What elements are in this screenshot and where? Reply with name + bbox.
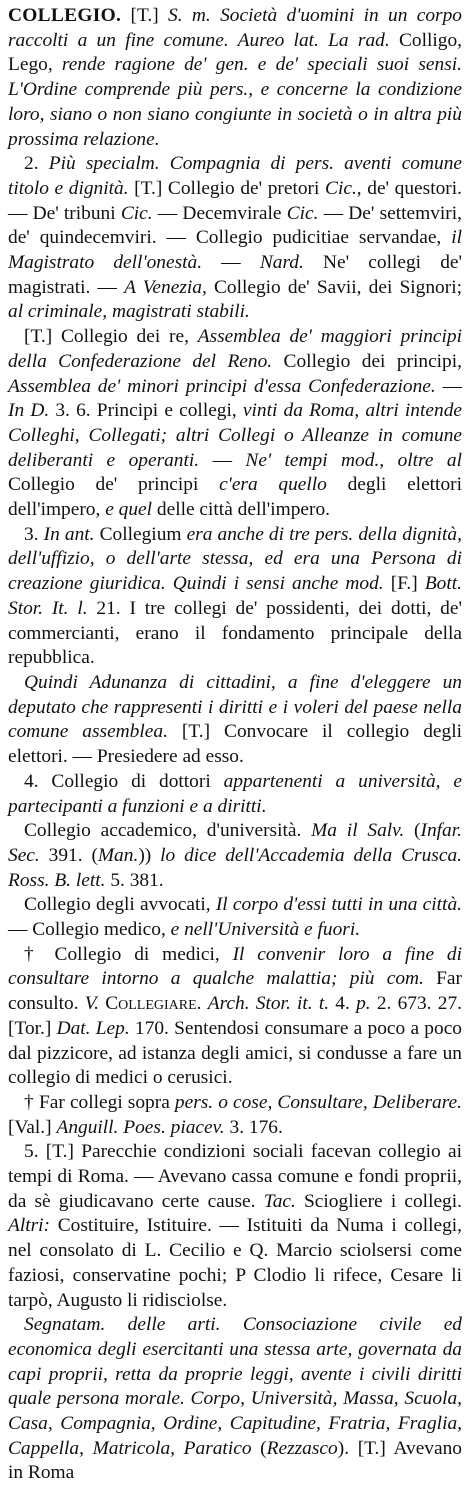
italic-run: era anche di tre pers. della dignità, dell'uffizio, o dell'arte stessa, ed era una Persona di creazione giuridica. Quindi i sensi anche mod.: [8, 523, 462, 595]
italic-run: appartenenti a università, e partecipanti a funzioni e a diritti.: [8, 770, 462, 817]
italic-run: e nell'Università e fuori.: [170, 919, 361, 941]
text-run: [T.] Convocare il collegio degli elettori. — Presiedere ad esso.: [8, 721, 463, 768]
italic-run: Assemblea de' minori principi d'essa Confederazione.: [8, 375, 436, 397]
text-run: (: [251, 1437, 267, 1459]
text-run: 3.: [24, 523, 44, 545]
italic-run: e quel: [105, 499, 153, 521]
text-run: † Collegio di medici,: [24, 943, 233, 965]
text-run: Collegio de' principi: [8, 474, 220, 496]
italic-run: Segnatam. delle arti. Consociazione civile ed economica degli esercitanti una stessa arte, governata da capi proprii, retta da proprie leggi, avente i civili diritti quale persona morale. Corpo, Università, Massa, Scuola, Casa, Compagnia, Ordine, Capitudine, Fratria, Fraglia, Cappella, Matricola, Paratico: [8, 1314, 462, 1459]
italic-run: Dat. Lep.: [56, 1017, 130, 1039]
italic-run: Quindi Adunanza di cittadini, a fine d'eleggere un deputato che rappresenti i diritti e i voleri del paese nella comune assemblea.: [8, 671, 462, 743]
text-run: Collegio accademico, d'università.: [24, 820, 312, 842]
entry-paragraph: [8, 671, 462, 770]
italic-run: V.: [84, 993, 99, 1015]
italic-run: Arch. Stor. it. t.: [207, 993, 330, 1015]
entry-paragraph: [8, 1140, 462, 1313]
italic-run: Più specialm. Compagnia di pers. aventi comune titolo e dignità.: [8, 153, 463, 199]
italic-run: il Magistrato dell'onestà.: [8, 227, 462, 274]
italic-run: Tac.: [263, 1190, 296, 1212]
text-run: [T.] Collegio dei re,: [24, 326, 198, 348]
text-run: 3. 6. Principi e collegi,: [49, 400, 243, 422]
text-run: [F.]: [383, 573, 425, 595]
text-run: )): [138, 844, 161, 866]
italic-run: Cic.: [325, 177, 357, 199]
text-run: [Val.]: [8, 1116, 57, 1138]
italic-run: al criminale, magistrati stabili.: [8, 301, 250, 323]
italic-run: Infar. Sec.: [8, 820, 462, 866]
entry-paragraph: [8, 152, 462, 325]
cross-reference: Collegiare.: [105, 993, 202, 1015]
text-run: 5. 381.: [105, 869, 164, 891]
entry-paragraph: [8, 325, 462, 523]
text-run: Collegio dei principi,: [272, 350, 462, 372]
italic-run: vinti da Roma, altri intende Colleghi, Collegati; altri Collegi o Alleanze in comune deliberanti e operanti.: [8, 400, 462, 471]
text-run: Sciogliere i collegi.: [295, 1190, 462, 1212]
text-run: Collegio degli avvocati,: [24, 894, 216, 916]
text-run: [T.] Collegio de' pretori: [128, 177, 326, 199]
text-run: [T.]: [121, 5, 169, 26]
text-run: 21. I tre collegi de' possidenti, dei dotti, de' commercianti, erano il fondamento principale della repubblica.: [8, 597, 462, 669]
text-run: † Far collegi sopra: [24, 1091, 175, 1113]
italic-run: Il corpo d'essi tutti in una città.: [215, 894, 462, 916]
text-run: —: [199, 449, 246, 471]
entry-paragraph: [8, 943, 462, 1091]
text-run: 4. Collegio di dottori: [24, 770, 224, 792]
italic-run: p.: [356, 993, 371, 1015]
italic-run: Man.: [97, 844, 139, 866]
text-run: Costituire, Istituire. — Istituiti da Numa i collegi, nel consolato di L. Cecilio e Q. Marcio sciolsersi come faziosi, conservatine pochi; P Clodio li rifece, Cesare li tarpò, Augusto li ridisciolse.: [8, 1215, 462, 1311]
entry-paragraph: [8, 1313, 462, 1486]
text-run: ). [T.] Avevano in Roma: [8, 1437, 463, 1484]
italic-run: Anguill. Poes. piacev.: [56, 1116, 225, 1138]
text-run: delle città dell'impero.: [152, 499, 330, 521]
italic-run: rende ragione de' gen. e de' speciali suoi sensi. L'Ordine comprende più pers., e concerne la condizione loro, siano o non siano congiunte in società o in altra più prossima relazione.: [8, 54, 462, 150]
text-run: 3. 176.: [224, 1116, 283, 1138]
italic-run: Cic.: [286, 202, 319, 224]
text-run: (: [404, 820, 421, 842]
italic-run: Nard.: [259, 252, 304, 274]
text-run: Ne' collegi de' magistrati. —: [8, 252, 462, 298]
italic-run: Ma il Salv.: [311, 820, 405, 842]
text-run: —: [435, 375, 462, 397]
italic-run: pers. o cose, Consultare, Deliberare.: [174, 1091, 462, 1113]
text-run: 391. (: [39, 844, 98, 866]
text-run: —: [202, 252, 260, 274]
text-run: Collegio de' Savii, dei Signori;: [206, 276, 462, 298]
text-run: — Collegio medico,: [8, 919, 171, 941]
italic-run: A Venezia,: [124, 276, 207, 298]
text-run: 2.: [24, 153, 49, 175]
entry-paragraph: [8, 1091, 462, 1140]
entry-paragraph: [8, 893, 462, 942]
text-run: — Decemvirale: [152, 202, 287, 224]
text-run: Collegium: [94, 523, 187, 545]
text-run: degli elettori dell'impero,: [8, 474, 462, 521]
italic-run: Cic.: [120, 202, 153, 224]
italic-run: Altri:: [8, 1215, 51, 1237]
italic-run: S. m. Società d'uomini in un corpo raccolti a un fine comune. Aureo lat. La rad.: [8, 5, 462, 51]
italic-run: In D.: [8, 400, 50, 422]
entry-paragraph: [8, 819, 462, 893]
text-run: 5. [T.] Parecchie condizioni sociali facevan collegio ai tempi di Roma. — Avevano cassa comune e fondi proprii, da sè giudicavano certe cause.: [8, 1141, 462, 1212]
entry-paragraph: [8, 523, 462, 671]
text-run: — De' settemviri, de' quindecemviri. — Collegio pudicitiae servandae,: [8, 202, 463, 249]
dictionary-entry-collegio: [8, 4, 462, 1486]
text-run: 4.: [329, 993, 357, 1015]
italic-run: Il convenir loro a fine di consultare intorno a qualche malattia; più com.: [8, 943, 462, 990]
italic-run: In ant.: [43, 523, 95, 545]
italic-run: Bott. Stor. It. l.: [8, 573, 462, 619]
entry-paragraph: [8, 770, 462, 819]
italic-run: Ne' tempi mod., oltre al: [245, 449, 462, 471]
text-run: , de' questori. — De' tribuni: [8, 177, 462, 224]
entry-paragraph: [8, 4, 462, 152]
italic-run: lo dice dell'Accademia della Crusca. Ross. B. lett.: [8, 844, 462, 891]
text-run: Colligo, Lego,: [8, 29, 462, 76]
text-run: 2. 673. 27. [Tor.]: [8, 993, 462, 1039]
italic-run: Assemblea de' maggiori principi della Confederazione del Reno.: [8, 326, 462, 372]
headword: COLLEGIO.: [8, 5, 122, 26]
text-run: 170. Sentendosi consumare a poco a poco dal pizzicore, ad istanza degli amici, si condusse a fare un collegio di medici o cerusici.: [8, 1017, 462, 1089]
italic-run: Rezzasco: [266, 1437, 338, 1459]
text-run: Far consulto.: [8, 968, 462, 1015]
italic-run: c'era quello: [219, 474, 327, 496]
